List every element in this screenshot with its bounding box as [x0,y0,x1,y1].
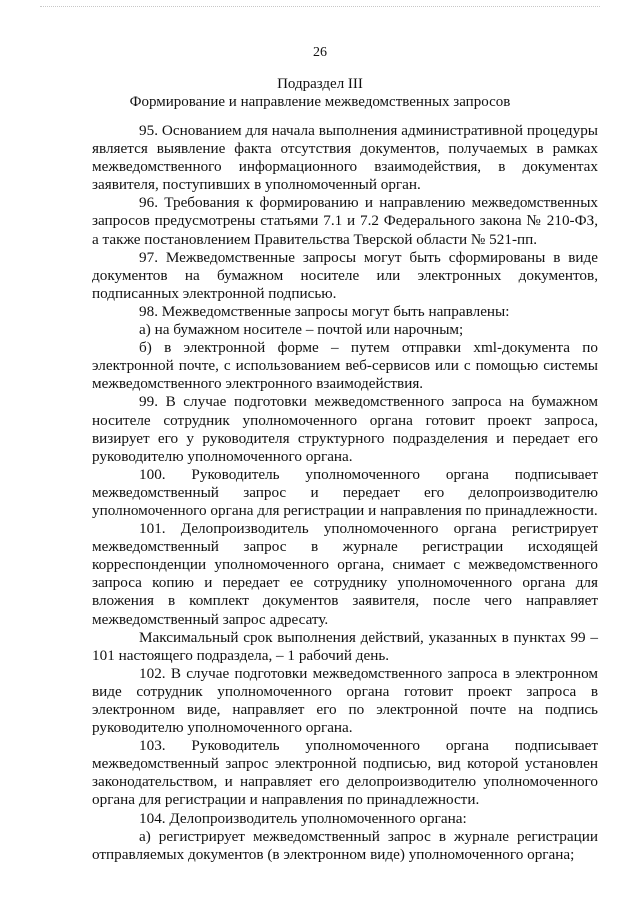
paragraph-99: 99. В случае подготовки межведомственного запроса на бумажном носителе сотрудник уполномоченного органа готовит проект запроса, визирует его у руководителя структурного подразделения и передает его руководителю уполномоченного органа. [92,393,598,465]
document-body [92,122,598,864]
subsection-title: Формирование и направление межведомственных запросов [129,94,511,110]
paragraph-max-term: Максимальный срок выполнения действий, указанных в пунктах 99 – 101 настоящего подраздела, – 1 рабочий день. [92,628,598,664]
paragraph-103: 103. Руководитель уполномоченного органа подписывает межведомственный запрос электронной подписью, вид которой установлен законодательством, и направляет его делопроизводителю уполномоченного органа для регистрации и направления по принадлежности. [92,737,598,809]
paragraph-100: 100. Руководитель уполномоченного органа подписывает межведомственный запрос и передает его делопроизводителю уполномоченного органа для регистрации и направления по принадлежности. [92,465,598,519]
page-number: 26 [313,45,327,60]
paragraph-101: 101. Делопроизводитель уполномоченного органа регистрирует межведомственный запрос в журнале регистрации исходящей корреспонденции уполномоченного органа, снимает с межведомственного запроса копию и передает ее сотруднику уполномоченного органа для вложения в комплект документов заявителя, после чего направляет межведомственный запрос адресату. [92,520,598,628]
paragraph-104-a: а) регистрирует межведомственный запрос в журнале регистрации отправляемых документов (в электронном виде) уполномоченного органа; [92,827,598,863]
paragraph-104: 104. Делопроизводитель уполномоченного органа: [139,809,467,827]
paragraph-98-b: б) в электронной форме – путем отправки xml-документа по электронной почте, с использованием веб-сервисов или с помощью системы межведомственного электронного взаимодействия. [92,339,598,393]
scan-edge-artifact [40,6,600,9]
paragraph-96: 96. Требования к формированию и направлению межведомственных запросов предусмотрены статьями 7.1 и 7.2 Федерального закона № 210-ФЗ, а также постановлением Правительства Тверской области № 521-пп. [92,194,598,248]
subsection-label: Подраздел III [277,76,363,92]
paragraph-95: 95. Основанием для начала выполнения административной процедуры является выявление факта отсутствия документов, получаемых в рамках межведомственного информационного взаимодействия, в документах заявителя, поступивших в уполномоченный орган. [92,122,598,194]
paragraph-97: 97. Межведомственные запросы могут быть сформированы в виде документов на бумажном носителе или электронных документов, подписанных электронной подписью. [92,248,598,302]
paragraph-98-a: а) на бумажном носителе – почтой или нарочным; [139,321,464,339]
paragraph-102: 102. В случае подготовки межведомственного запроса в электронном виде сотрудник уполномоченного органа готовит проект запроса в электронном виде, направляет его по электронной почте на подпись руководителю уполномоченного органа. [92,664,598,737]
paragraph-98: 98. Межведомственные запросы могут быть направлены: [139,302,510,320]
